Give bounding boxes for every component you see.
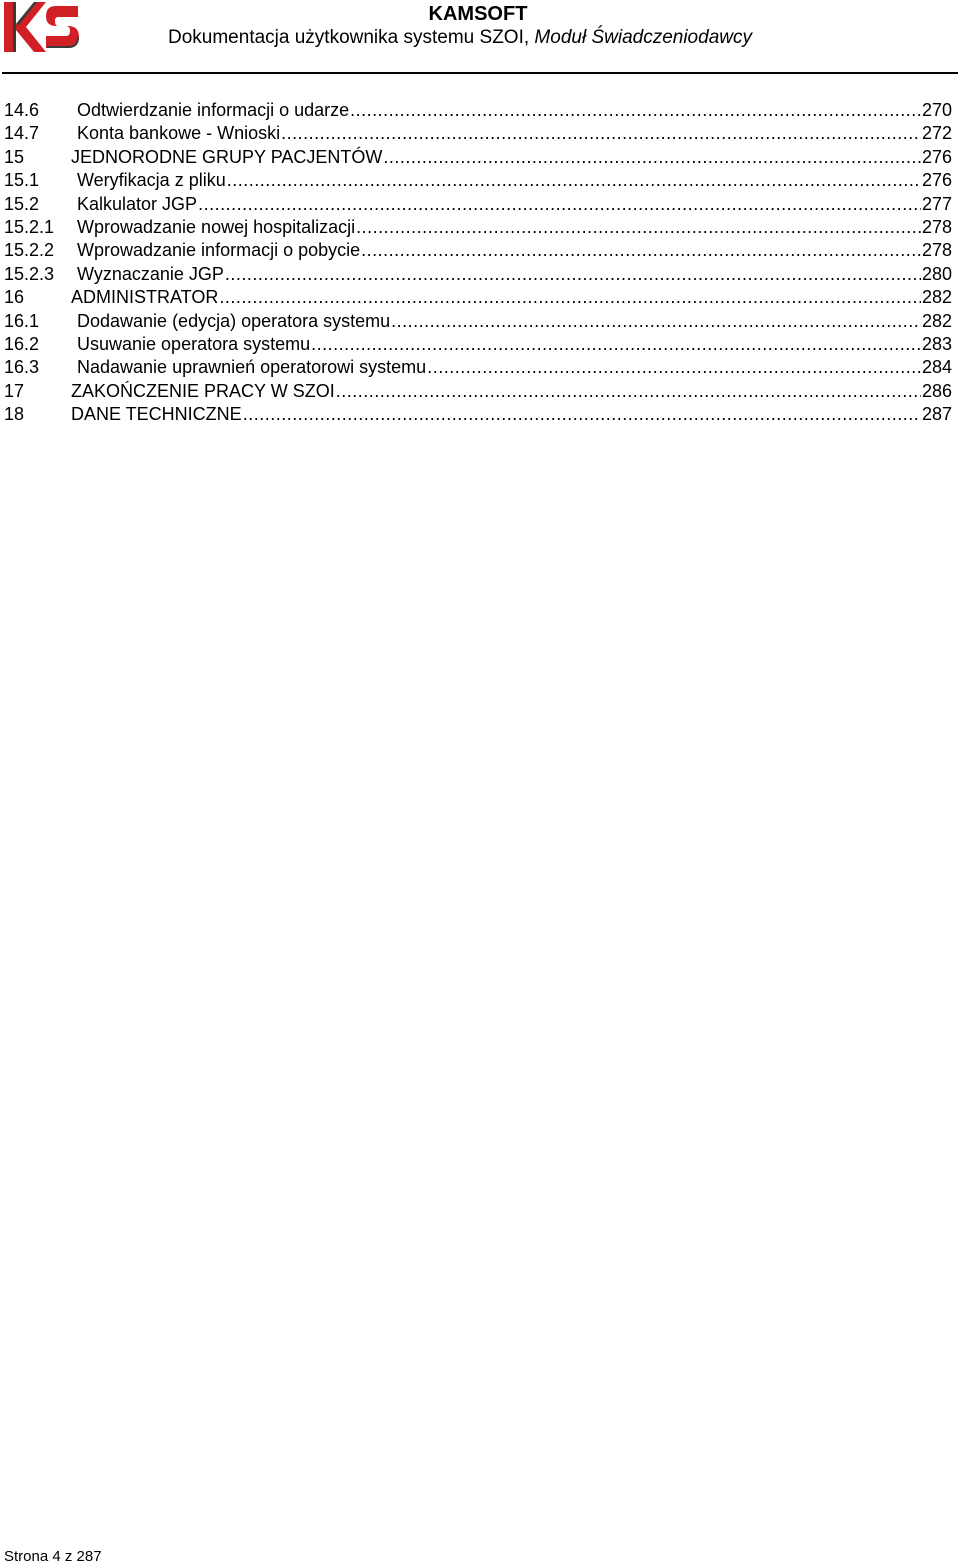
toc-entry-title[interactable]: Usuwanie operatora systemu [77, 333, 311, 354]
toc-entry-title[interactable]: JEDNORODNE GRUPY PACJENTÓW [71, 146, 383, 167]
toc-entry-number: 15.2 [4, 193, 40, 214]
toc-entry[interactable] [4, 333, 952, 356]
toc-dot-leader [383, 146, 921, 169]
toc-entry-number: 16 [4, 287, 25, 308]
document-title-prefix: Dokumentacja użytkownika systemu SZOI, [168, 27, 535, 48]
toc-entry-number: 16.3 [4, 357, 40, 378]
toc-entry-page[interactable]: 286 [921, 380, 952, 401]
toc-entry-page[interactable]: 270 [921, 100, 952, 120]
toc-entry-page[interactable]: 284 [921, 357, 952, 378]
toc-entry-title[interactable]: Kalkulator JGP [77, 193, 198, 214]
toc-entry[interactable] [4, 310, 952, 333]
toc-entry-number: 17 [4, 380, 25, 401]
toc-entry-page[interactable]: 280 [921, 263, 952, 284]
toc-entry-number: 15.2.3 [4, 263, 55, 284]
toc-entry[interactable] [4, 193, 952, 216]
toc-entry-title[interactable]: Wprowadzanie informacji o pobycie [77, 240, 361, 261]
toc-entry-page[interactable]: 283 [921, 333, 952, 354]
document-title [168, 26, 752, 50]
toc-entry[interactable] [4, 263, 952, 286]
toc-dot-leader [356, 216, 921, 239]
toc-entry-page[interactable]: 278 [921, 240, 952, 261]
toc-dot-leader [225, 263, 921, 286]
toc-dot-leader [361, 239, 921, 262]
toc-entry-title[interactable]: Nadawanie uprawnień operatorowi systemu [77, 357, 427, 378]
toc-entry[interactable] [4, 239, 952, 262]
toc-entry[interactable] [4, 286, 952, 309]
page-number-footer: Strona 4 z 287 [4, 1548, 102, 1565]
toc-entry-title[interactable]: Wyznaczanie JGP [77, 263, 224, 284]
toc-entry[interactable] [4, 403, 952, 426]
document-module-name: Moduł Świadczeniodawcy [534, 27, 752, 48]
toc-entry-number: 15.2.2 [4, 240, 55, 261]
toc-entry[interactable] [4, 99, 952, 122]
toc-dot-leader [198, 193, 921, 216]
toc-entry[interactable] [4, 380, 952, 403]
toc-entry-title[interactable]: Weryfikacja z pliku [77, 170, 226, 191]
toc-entry-number: 16.1 [4, 310, 40, 331]
toc-dot-leader [227, 169, 921, 192]
toc-dot-leader [336, 380, 921, 403]
toc-entry-number: 15.2.1 [4, 216, 55, 237]
toc-entry-title[interactable]: ADMINISTRATOR [71, 287, 219, 308]
toc-entry[interactable] [4, 146, 952, 169]
toc-entry[interactable] [4, 169, 952, 192]
toc-entry-number: 16.2 [4, 333, 40, 354]
toc-dot-leader [427, 356, 921, 379]
toc-entry-page[interactable]: 287 [921, 404, 952, 425]
toc-dot-leader [281, 122, 921, 145]
toc-entry-page[interactable]: 276 [921, 146, 952, 167]
toc-entry-title[interactable]: ZAKOŃCZENIE PRACY W SZOI [71, 380, 335, 401]
toc-entry-page[interactable]: 272 [921, 123, 952, 144]
toc-dot-leader [311, 333, 921, 356]
table-of-contents [4, 99, 952, 426]
toc-dot-leader [219, 286, 921, 309]
toc-dot-leader [350, 99, 921, 122]
toc-entry[interactable] [4, 216, 952, 239]
toc-entry-number: 14.7 [4, 123, 40, 144]
toc-entry[interactable] [4, 122, 952, 145]
toc-entry-page[interactable]: 282 [921, 310, 952, 331]
toc-entry-number: 14.6 [4, 100, 40, 120]
toc-entry[interactable] [4, 356, 952, 379]
header-divider [2, 72, 958, 74]
company-name: KAMSOFT [428, 3, 528, 25]
toc-entry-page[interactable]: 278 [921, 216, 952, 237]
toc-entry-page[interactable]: 282 [921, 287, 952, 308]
toc-entry-title[interactable]: Wprowadzanie nowej hospitalizacji [77, 216, 356, 237]
toc-entry-number: 15 [4, 146, 25, 167]
toc-entry-title[interactable]: Odtwierdzanie informacji o udarze [77, 100, 350, 120]
toc-entry-title[interactable]: DANE TECHNICZNE [71, 404, 242, 425]
toc-entry-page[interactable]: 277 [921, 193, 952, 214]
toc-entry-number: 15.1 [4, 170, 40, 191]
toc-entry-title[interactable]: Dodawanie (edycja) operatora systemu [77, 310, 391, 331]
toc-dot-leader [391, 310, 921, 333]
toc-entry-number: 18 [4, 404, 25, 425]
toc-dot-leader [243, 403, 921, 426]
page-header [0, 0, 960, 76]
toc-entry-title[interactable]: Konta bankowe - Wnioski [77, 123, 281, 144]
toc-entry-page[interactable]: 276 [921, 170, 952, 191]
